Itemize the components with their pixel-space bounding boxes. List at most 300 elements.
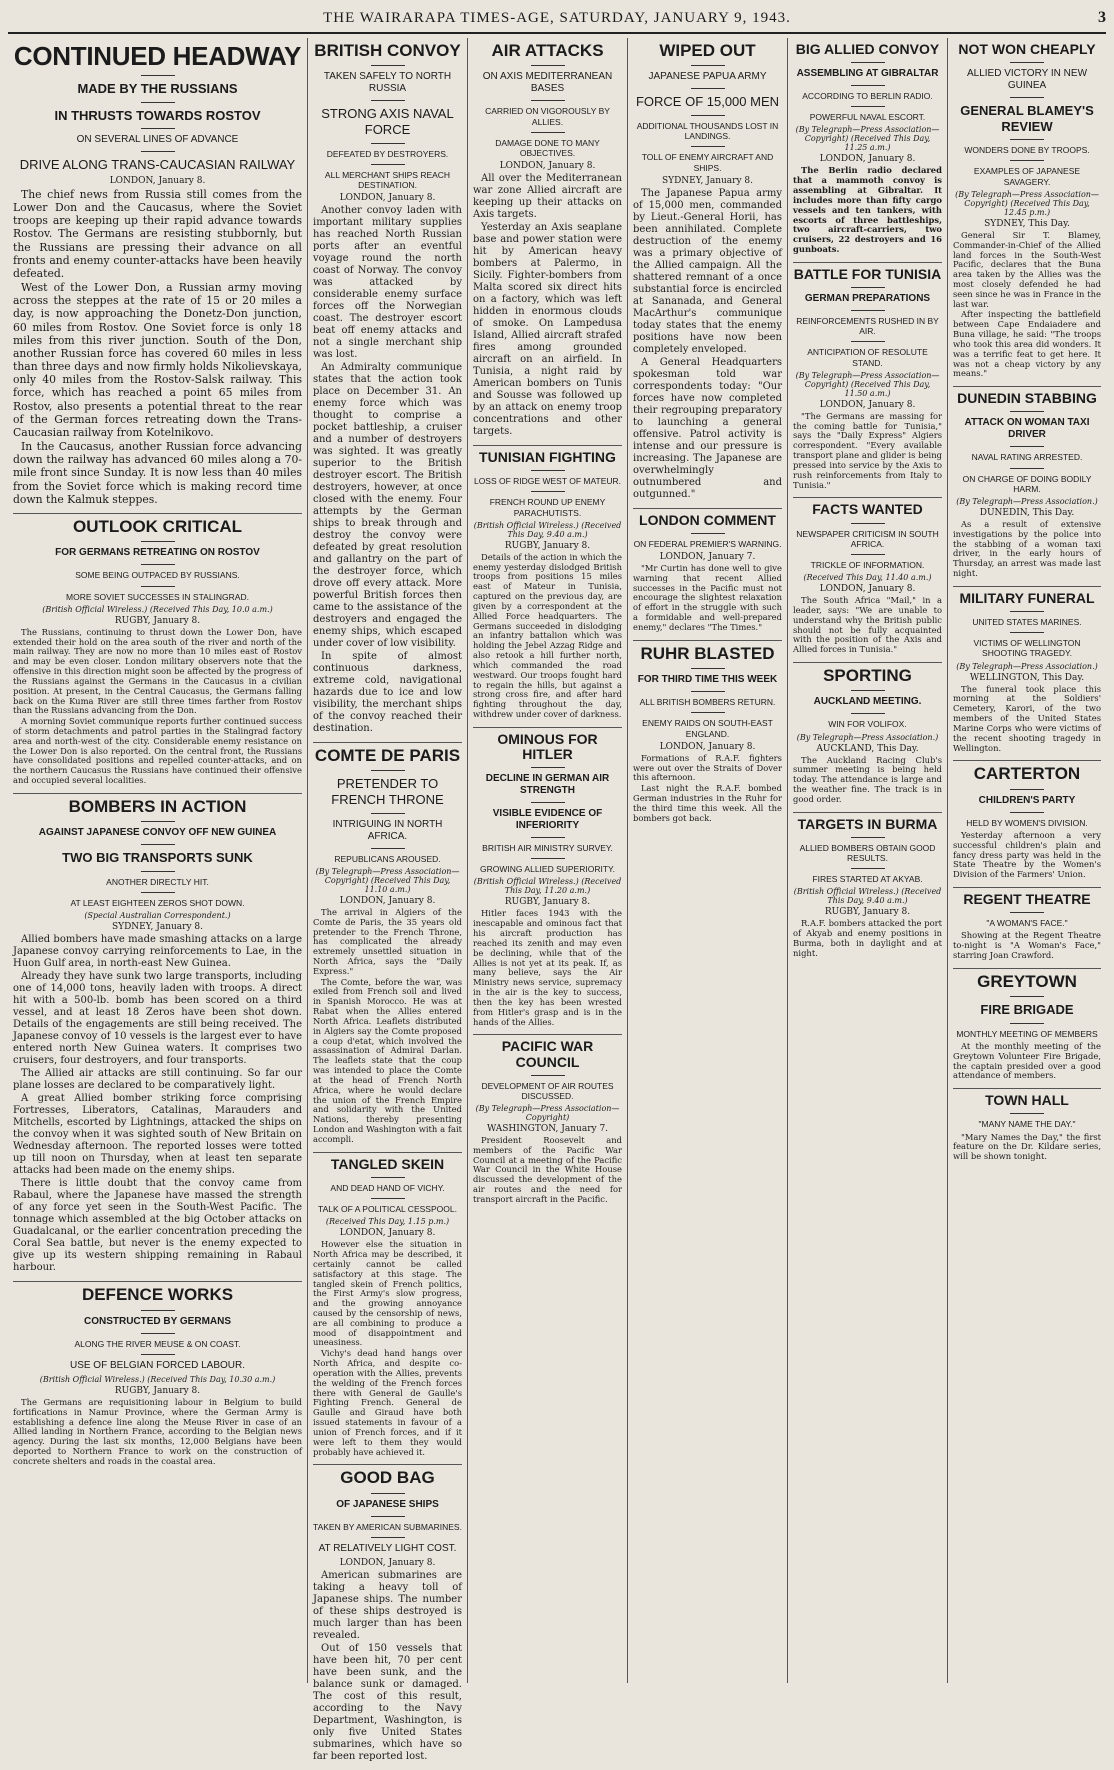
article-deck: TWO BIG TRANSPORTS SUNK (62, 850, 253, 866)
article (313, 38, 462, 743)
article-paragraph: Allied bombers have made smashing attacks on a large Japanese convoy carrying reinforcements to Lae, in the Huon Gulf area, in north-east New Guinea. (13, 934, 302, 970)
article-deck: FRENCH ROUND UP ENEMY PARACHUTISTS. (489, 497, 606, 518)
article-paragraph: There is little doubt that the convoy came from Rabaul, where the Japanese have massed the strength of any force yet seen in the South-West Pacific. The tonnage which assembled at the big October attacks on Guadalcanal, or the earlier concentration preceding the Coral Sea battle, but never is the enemy expected to give up its western shipping remaining in Rabaul harbour. (13, 1178, 302, 1274)
article-deck: TAKEN SAFELY TO NORTH RUSSIA (323, 71, 452, 95)
article-paragraph: Out of 150 vessels that have been hit, 70 per cent have been sunk, and the balance sunk or damaged. The cost of this result, according to the Navy Department, Washington, is only five United States submarines, which have so far been reported lost. (313, 1642, 462, 1762)
article-deck: "MANY NAME THE DAY." (978, 1119, 1076, 1130)
deck-rule (1010, 468, 1044, 469)
headline-rule (141, 821, 175, 822)
article-paragraph: Details of the action in which the enemy yesterday dislodged British troops from positions 15 miles east of Mateur in Tunisia, captured on the previous day, are given by a correspondent at the Allied Force headquarters. The Germans succeeded in dislodging an infantry battalion which was holding the Jebel Azzag Ridge and also retook a hill further north, which commanded the road westward. Our troops fought hard to regain the hills, but against a strong cross fire, and after hard fighting throughout the day, withdrew under cover of darkness. (473, 551, 622, 720)
deck-rule (851, 85, 885, 86)
headline-rule (851, 523, 885, 524)
article-dateline: (British Official Wireless.) (Received This Day, 10.0 a.m.) (42, 604, 273, 614)
article-paragraph: In spite of almost continuous darkness, extreme cold, navigational hazards due to ice and low visibility, the merchant ships of the convoy reached their destination. (313, 651, 462, 735)
article-body (633, 188, 782, 501)
headline-rule (691, 65, 725, 66)
article-paragraph: Hitler faces 1943 with the inescapable and ominous fact that his aircraft production has reached its zenith and may even be declining, while that of the Allies is not yet at its peak. If, as many believe, says the Air Ministry news service, supremacy in the air is the key to success, then the key has been wrested from Hitler's grasp and is in the hands of the Allies. (473, 908, 622, 1027)
article-dateline: (Received This Day, 1.15 p.m.) (325, 1217, 450, 1227)
article-headline: SPORTING (823, 666, 912, 686)
article (633, 509, 782, 641)
article-paragraph: The funeral took place this morning at the Soldiers' Cemetery, Karori, of the two members of the United States Marine Corps who were victims of the recent shooting tragedy in Wellington. (953, 683, 1101, 753)
article-deck: DEVELOPMENT OF AIR ROUTES DISCUSSED. (481, 1080, 614, 1101)
headline-rule (691, 668, 725, 669)
article-place-date: SYDNEY, January 8. (661, 175, 754, 186)
article-deck: AT LEAST EIGHTEEN ZEROS SHOT DOWN. (70, 898, 245, 909)
column-3 (468, 38, 628, 1683)
columns (8, 38, 1106, 1762)
article-paragraph: An Admiralty communique states that the action took place on December 31. An enemy force which was thought to comprise a pocket battleship, a cruiser and a number of destroyers was sighted. It was greatly superior to the British destroyer escort. The British destroyers, however, at once closed with the enemy. Four attempts by the German ships to break through and destroy the convoy were defeated by great resolution and gallantry on the part of the destroyer force, which drove off every attack. More powerful British forces then came to the assistance of the destroyers and engaged the enemy ships, which escaped under cover of low visibility. (313, 362, 462, 650)
article-dateline: (British Official Wireless.) (Received This Day, 11.20 a.m.) (473, 877, 622, 896)
article-deck: TOLL OF ENEMY AIRCRAFT AND SHIPS. (641, 152, 774, 173)
headline-rule (371, 1493, 405, 1494)
article-dateline: (By Telegraph—Press Association—Copyright) (475, 1103, 620, 1122)
article-place-date: SYDNEY, January 8. (111, 922, 204, 933)
article-dateline: (By Telegraph—Press Association.) (956, 496, 1098, 506)
deck-rule (531, 858, 565, 859)
article (473, 38, 622, 446)
article-headline: BOMBERS IN ACTION (68, 796, 247, 816)
article-deck: FOR GERMANS RETREATING ON ROSTOV (55, 547, 260, 559)
article (313, 1153, 462, 1466)
deck-rule (691, 115, 725, 116)
article (953, 387, 1101, 587)
deck-rule (141, 102, 175, 103)
article-deck: GENERAL BLAMEY'S REVIEW (960, 103, 1094, 134)
article-deck: JAPANESE PAPUA ARMY (648, 71, 767, 83)
article-body (313, 1240, 462, 1457)
article-deck: STRONG AXIS NAVAL FORCE (321, 106, 454, 137)
article-deck: ON AXIS MEDITERRANEAN BASES (482, 71, 613, 95)
deck-rule (851, 106, 885, 107)
article-headline: BIG ALLIED CONVOY (795, 41, 940, 57)
article-deck: ACCORDING TO BERLIN RADIO. (802, 91, 933, 102)
article-dateline: (By Telegraph—Press Association.) (796, 732, 939, 742)
headline-rule (141, 1310, 175, 1311)
deck-rule (141, 1333, 175, 1334)
headline-rule (531, 767, 565, 768)
article-paragraph: "The Germans are massing for the coming battle for Tunisia," says the "Daily Express" Algiers correspondent. "Every available transport plane and glider is being pressed into service by the Axis to rush reinforcements from Italy to Tunisia." (793, 410, 942, 490)
headline-rule (1010, 611, 1044, 612)
article-body (13, 628, 302, 786)
deck-rule (531, 802, 565, 803)
article-body (793, 596, 942, 655)
article-paragraph: As a result of extensive investigations by the police into the stabbing of a woman taxi driver, in the early hours of Thursday, an arrest was made last night. (953, 518, 1101, 579)
article-body (313, 205, 462, 735)
article-deck: LOSS OF RIDGE WEST OF MATEUR. (473, 476, 622, 487)
deck-rule (1010, 97, 1044, 98)
article-deck: CHILDREN'S PARTY (978, 794, 1076, 806)
article-body (953, 1133, 1101, 1162)
article-body (793, 919, 942, 958)
article-paragraph: Another convoy laden with important military supplies has reached North Russian ports after an eventful voyage round the north coast of Norway. The convoy was attacked by considerable enemy surface forces off the Norwegian coast. The destroyer escort beat off enemy attacks and not a single merchant ship was lost. (313, 205, 462, 361)
article-body (473, 909, 622, 1027)
article-place-date: LONDON, January 8. (339, 193, 436, 204)
article-paragraph: West of the Lower Don, a Russian army moving across the steppes at the rate of 15 or 20 miles a day, is now approaching the Donetz-Don junction, 60 miles from Rostov. One Soviet force is only 18 miles from this river junction. South of the Don, another Russian force has covered 60 miles in less than three days and now firmly holds Nikolievskaya, only 40 miles from the Rostov-Salsk railway. This force, which has reached a point 65 miles from Rostov, also presents a potential threat to the rear of the German forces retreating down the Trans-Caucasian railway from Kotelnikovo. (13, 281, 302, 439)
headline-rule (691, 533, 725, 534)
article-dateline: (British Official Wireless.) (Received This Day, 9.40 a.m.) (473, 520, 622, 539)
article-headline: CARTERTON (973, 764, 1081, 784)
article-paragraph: Showing at the Regent Theatre to-night is "A Woman's Face," starring Joan Crawford. (953, 930, 1101, 961)
article-paragraph: The South Africa "Mail," in a leader, says: "We are unable to understand why the British public should not be fully acquainted with the position of the Axis and Allied forces in Tunisia." (793, 595, 942, 655)
article-dateline: (British Official Wireless.) (Received This Day, 9.40 a.m.) (793, 887, 942, 906)
article (473, 446, 622, 728)
article-headline: PACIFIC WAR COUNCIL (501, 1038, 594, 1070)
article-deck: WIN FOR VOLIFOX. (828, 719, 907, 730)
article-paragraph: General Sir T. Blamey, Commander-in-Chief of the Allied land forces in the South-West Pacific, declares that the Buna area taken by the Allies was the most closely defended he had seen since he was in France in the last war. (953, 229, 1101, 309)
article-headline: DEFENCE WORKS (81, 1285, 234, 1305)
headline-rule (141, 75, 175, 76)
article-paragraph: The Russians, continuing to thrust down the Lower Don, have extended their hold on the area south of the river and north of the main railway. They are now no more than 10 miles east of Rostov and may be even closer. London military observers note that the offensive in this direction might soon be affected by the progress of the Russians against the Germans in the Caucasus in a civilian position. At present, in the Central Caucasus, the Germans falling back on the Kuma River are still three times farther from Rostov than the Russians advancing from the Don. (13, 626, 302, 716)
article-paragraph: Yesterday afternoon a very successful children's plain and fancy dress party was held in the State Theatre by the Women's Division of the Farmers' Union. (953, 829, 1101, 880)
headline-rule (531, 470, 565, 471)
deck-rule (1010, 139, 1044, 140)
article (953, 888, 1101, 969)
article-deck: ALL BRITISH BOMBERS RETURN. (639, 697, 776, 708)
article-headline: OMINOUS FOR HITLER (497, 730, 598, 762)
headline-rule (1010, 1113, 1044, 1114)
article-deck: REPUBLICANS AROUSED. (334, 853, 441, 864)
article-place-date: RUGBY, January 8. (114, 615, 201, 626)
article-deck: NAVAL RATING ARRESTED. (971, 452, 1083, 463)
article-place-date: LONDON, January 8. (339, 1557, 436, 1568)
article (953, 587, 1101, 761)
deck-rule (371, 1537, 405, 1538)
article (633, 641, 782, 831)
headline-rule (1010, 789, 1044, 790)
article-headline: BRITISH CONVOY (314, 41, 461, 60)
article-place-date: RUGBY, January 8. (114, 1385, 201, 1396)
article-headline: WIPED OUT (659, 41, 756, 60)
headline-rule (851, 287, 885, 288)
article-deck: AT RELATIVELY LIGHT COST. (318, 1542, 457, 1554)
article-paragraph: "Mr Curtin has done well to give warning that recent Allied successes in the Pacific must not encourage the slightest relaxation of effort in the struggle with such a formidable and well-prepared enemy," declares "The Times." (633, 563, 782, 632)
article-place-date: LONDON, January 8. (499, 161, 596, 172)
article-headline: NOT WON CHEAPLY (958, 41, 1096, 57)
article-deck: NEWSPAPER CRITICISM IN SOUTH AFRICA. (796, 528, 939, 549)
article-deck: POWERFUL NAVAL ESCORT. (809, 112, 926, 123)
article-deck: ON SEVERAL LINES OF ADVANCE (76, 134, 239, 146)
article-paragraph: The Allied air attacks are still continuing. So far our plane losses are declared to be comparatively light. (13, 1068, 302, 1092)
article-body (633, 754, 782, 824)
article-dateline: (By Telegraph—Press Association—Copyright) (Received This Day, 11.50 a.m.) (795, 370, 940, 398)
article-place-date: RUGBY, January 8. (824, 907, 911, 918)
article-body (953, 831, 1101, 880)
article (13, 514, 302, 794)
deck-rule (141, 1354, 175, 1355)
article-place-date: LONDON, January 7. (659, 552, 756, 562)
article-deck: MADE BY THE RUSSIANS (77, 81, 238, 97)
article-deck: WONDERS DONE BY TROOPS. (964, 145, 1090, 156)
article-headline: GOOD BAG (340, 1468, 435, 1488)
article-deck: ON CHARGE OF DOING BODILY HARM. (962, 473, 1092, 494)
masthead (8, 4, 1106, 34)
deck-rule (1010, 446, 1044, 447)
article-body (953, 1042, 1101, 1081)
article (793, 813, 942, 966)
column-1 (8, 38, 308, 1683)
article-deck: EXAMPLES OF JAPANESE SAVAGERY. (973, 166, 1081, 187)
headline-rule (371, 65, 405, 66)
article-headline: TUNISIAN FIGHTING (479, 449, 616, 466)
article-deck: INTRIGUING IN NORTH AFRICA. (332, 818, 443, 842)
article-deck: GERMAN PREPARATIONS (804, 293, 931, 305)
article-place-date: RUGBY, January 8. (504, 540, 591, 551)
article-deck: AUCKLAND MEETING. (813, 696, 922, 708)
article-deck: IN THRUSTS TOWARDS ROSTOV (54, 107, 261, 123)
article-body (793, 166, 942, 254)
article-body (13, 934, 302, 1274)
deck-rule (691, 712, 725, 713)
deck-rule (1010, 632, 1044, 633)
article-paragraph: Yesterday an Axis seaplane base and power station were hit by American heavy bombers at Palermo, in Sicily. Fighter-bombers from Malta scored six direct hits on a factory, which was left hidden in enormous clouds of smoke. On Lampedusa Island, Allied aircraft strafed fires among grounded aircraft on an airfield. In Tunisia, a night raid by American bombers on Tunis and Sousse was followed up by an attack on enemy troop concentrations and other targets. (473, 222, 622, 438)
article-body (633, 564, 782, 633)
article-deck: ALL MERCHANT SHIPS REACH DESTINATION. (324, 169, 451, 190)
article-deck: BRITISH AIR MINISTRY SURVEY. (482, 843, 613, 854)
deck-rule (1010, 812, 1044, 813)
article-deck: ANTICIPATION OF RESOLUTE STAND. (807, 347, 928, 368)
article-paragraph: The Auckland Racing Club's summer meeting is being held today. The attendance is large and the weather fine. The track is in good order. (793, 754, 942, 804)
article-headline: MILITARY FUNERAL (959, 589, 1095, 606)
article (953, 38, 1101, 387)
article (313, 743, 462, 1153)
article-paragraph: Vichy's dead hand hangs over North Africa, and despite co-operation with the Allies, prevents the welding of the French forces there with General de Gaulle's Fighting French. General de Gaulle and Giraud have both issued statements in favour of a union of French forces, and if it were left to them they would probably have achieved it. (313, 1348, 462, 1457)
article-body (473, 553, 622, 720)
article-paragraph: Last night the R.A.F. bombed German industries in the Ruhr for the third time this week. All the bombers got back. (633, 783, 782, 823)
article-paragraph: Formations of R.A.F. fighters were out over the Straits of Dover this afternoon. (633, 752, 782, 783)
article-body (953, 231, 1101, 379)
article-dateline: (Special Australian Correspondent.) (84, 911, 231, 921)
article-place-date: LONDON, January 8. (109, 175, 206, 186)
deck-rule (371, 164, 405, 165)
column-5 (788, 38, 948, 1683)
article-deck: CONSTRUCTED BY GERMANS (83, 1315, 232, 1327)
deck-rule (691, 691, 725, 692)
article-deck: TAKEN BY AMERICAN SUBMARINES. (313, 1521, 462, 1532)
article-paragraph: "Mary Names the Day," the first feature on the Dr. Kildare series, will be shown tonight. (953, 1131, 1101, 1162)
article-deck: DECLINE IN GERMAN AIR STRENGTH (485, 773, 610, 797)
article-headline: CONTINUED HEADWAY (13, 41, 302, 71)
article-dateline: (By Telegraph—Press Association.) (956, 661, 1098, 671)
article-place-date: SYDNEY, This Day. (984, 218, 1070, 229)
article (953, 761, 1101, 888)
deck-rule (371, 848, 405, 849)
article-deck: ALLIED BOMBERS OBTAIN GOOD RESULTS. (799, 842, 936, 864)
article-deck: OF JAPANESE SHIPS (336, 1498, 439, 1510)
article (953, 1089, 1101, 1169)
deck-rule (141, 151, 175, 152)
article-deck: FIRE BRIGADE (980, 1002, 1074, 1018)
article-body (13, 1398, 302, 1467)
article-dateline: (British Official Wireless.) (Received This Day, 10.30 a.m.) (39, 1374, 276, 1384)
article (793, 38, 942, 263)
article-deck: ENEMY RAIDS ON SOUTH-EAST ENGLAND. (642, 718, 773, 739)
article-deck: TALK OF A POLITICAL CESSPOOL. (318, 1204, 457, 1215)
article-paragraph: The Berlin radio declared that a mammoth convoy is assembling at Gibraltar. It includes more than fifty cargo vessels and ten tankers, with escorts of three battleships, two aircraft-carriers, two cruisers, 22 destroyers and 16 gunboats. (793, 165, 942, 255)
article-place-date: LONDON, January 8. (339, 1228, 436, 1239)
article-deck: PRETENDER TO FRENCH THRONE (331, 776, 444, 808)
article-place-date: RUGBY, January 8. (504, 897, 591, 908)
deck-rule (851, 713, 885, 714)
headline-rule (531, 1075, 565, 1076)
article-deck: VICTIMS OF WELLINGTON SHOOTING TRAGEDY. (973, 638, 1081, 659)
deck-rule (851, 310, 885, 311)
deck-rule (691, 146, 725, 147)
article-deck: ATTACK ON WOMAN TAXI DRIVER (964, 417, 1090, 441)
article-paragraph: President Roosevelt and members of the Pacific War Council at a meeting of the Pacific War Council in the White House discussed the development of the air routes and the need for transport aircraft in the Pacific. (473, 1134, 622, 1204)
article-deck: ALONG THE RIVER MEUSE & ON COAST. (74, 1338, 241, 1349)
article-paragraph: A General Headquarters spokesman told war correspondents today: "Our forces have now completed their regrouping preparatory to launching a general offensive. Patrol activity is intense and our pressure is increasing. The Japanese are overwhelmingly outnumbered and outgunned." (633, 356, 782, 500)
deck-rule (141, 892, 175, 893)
deck-rule (531, 837, 565, 838)
article-place-date: DUNEDIN, This Day. (979, 507, 1075, 518)
article-deck: FIRES STARTED AT AKYAB. (812, 874, 923, 885)
article-body (473, 1136, 622, 1205)
deck-rule (141, 586, 175, 587)
headline-rule (141, 541, 175, 542)
article-paragraph: A great Allied bomber striking force comprising Fortresses, Liberators, Catalinas, Marauders and Mitchells, escorted by Lightnings, attacked the ships on the convoy when it was sighted south of New Britain on Wednesday afternoon. The reported losses were totted up till noon on Thursday, when at least ten separate attacks had been made on the enemy ships. (13, 1093, 302, 1177)
article-deck: REINFORCEMENTS RUSHED IN BY AIR. (796, 316, 939, 337)
article-deck: MORE SOVIET SUCCESSES IN STALINGRAD. (66, 591, 249, 602)
article-dateline: (By Telegraph—Press Association—Copyright) (Received This Day, 12.45 p.m.) (955, 189, 1099, 217)
article-headline: REGENT THEATRE (963, 891, 1091, 908)
article-place-date: WASHINGTON, January 7. (486, 1123, 609, 1134)
article-deck: UNITED STATES MARINES. (972, 617, 1082, 628)
article-paragraph: At the monthly meeting of the Greytown Volunteer Fire Brigade, the captain presided over a good attendance of members. (953, 1041, 1101, 1081)
article-paragraph: The Japanese Papua army of 15,000 men, commanded by Lieut.-General Horii, has been annihilated. Complete destruction of the enemy was a primary objective of the Allied campaign. All the shattered remnant of a once substantial force is encircled at Sananada, and General MacArthur's communique today states that the enemy positions have now been completely enveloped. (633, 187, 782, 355)
article-paragraph: All over the Mediterranean war zone Allied aircraft are keeping up their attacks on Axis targets. (473, 173, 622, 221)
article-paragraph: The chief news from Russia still comes from the Lower Don and the Caucasus, where the Soviet troops are keeping up their rapid advance towards Rostov. The Germans are resisting stubbornly, but the Russians are pressing their advance on all fronts and enemy counter-attacks have been heavily defeated. (13, 187, 302, 280)
deck-rule (141, 128, 175, 129)
article-headline: TANGLED SKEIN (330, 1155, 445, 1172)
headline-rule (371, 1177, 405, 1178)
article (13, 38, 302, 514)
article-dateline: (By Telegraph—Press Association—Copyright) (Received This Day, 11.10 a.m.) (315, 866, 460, 894)
article-body (953, 685, 1101, 754)
article-paragraph: The Germans are requisitioning labour in Belgium to build fortifications in Namur Province, where the German Army is establishing a defence line along the Meuse River in case of an Allied landing in Northern France, according to the Belgian news agency. During the last six months, 12,000 Belgians have been deported to Northern France to work on the construction of concrete shelters and roads in the coastal area. (13, 1396, 302, 1466)
deck-rule (371, 143, 405, 144)
article-headline: FACTS WANTED (812, 501, 923, 518)
deck-rule (371, 100, 405, 101)
article-headline: GREYTOWN (977, 971, 1077, 991)
article-headline: BATTLE FOR TUNISIA (793, 265, 942, 282)
headline-rule (531, 65, 565, 66)
article-deck: VISIBLE EVIDENCE OF INFERIORITY (492, 808, 603, 832)
article-deck: USE OF BELGIAN FORCED LABOUR. (69, 1359, 246, 1371)
article-deck: CARRIED ON VIGOROUSLY BY ALLIES. (485, 106, 610, 127)
headline-rule (371, 770, 405, 771)
article-headline: OUTLOOK CRITICAL (72, 516, 243, 536)
article-deck: FORCE OF 15,000 MEN (635, 94, 780, 110)
deck-rule (1010, 160, 1044, 161)
headline-rule (851, 837, 885, 838)
article (313, 1465, 462, 1770)
headline-rule (1010, 411, 1044, 412)
article-paragraph: Already they have sunk two large transports, including one of 14,000 tons, heavily laden with troops. A direct hit with a 500-lb. bomb has been scored on a third vessel, and at least 18 Zeros have been shot down. Details of the engagements are still being received. The Japanese convoy of 10 vessels is the largest ever to have entered north New Guinea waters. It comprises two cruisers, four destroyers, and four transports. (13, 971, 302, 1067)
article-paragraph: However else the situation in North Africa may be described, it certainly cannot be called satisfactory at this stage. The tangled skein of French politics, the First Army's slow progress, and the growing annoyance caused by the censorship of news, are all combining to produce a mood of disappointment and uneasiness. (313, 1239, 462, 1348)
article-dateline: (By Telegraph—Press Association—Copyright) (Received This Day, 11.25 a.m.) (795, 125, 940, 153)
article-headline: TOWN HALL (985, 1092, 1069, 1109)
article-paragraph: The Comte, before the war, was exiled from French soil and lived in Spanish Morocco. He was at Rabat when the Allies entered North Africa. Leaflets distributed in Algiers say the Comte proposed a coup d'etat, which involved the assassination of Admiral Darlan. The leaflets state that the coup was intended to place the Comte at the head of French North Africa, where he would declare the union of the French Empire and solidarity with the United Nations, thereby presenting London and Washington with a fait accompli. (313, 976, 462, 1144)
article (633, 38, 782, 509)
deck-rule (141, 564, 175, 565)
article-headline: AIR ATTACKS (491, 41, 604, 60)
article-deck: DRIVE ALONG TRANS-CAUCASIAN RAILWAY (19, 157, 296, 173)
article (473, 728, 622, 1036)
article-deck: DAMAGE DONE TO MANY OBJECTIVES. (495, 137, 600, 158)
article-deck: AGAINST JAPANESE CONVOY OFF NEW GUINEA (38, 827, 277, 839)
column-4 (628, 38, 788, 1683)
article-headline: COMTE DE PARIS (314, 746, 461, 766)
deck-rule (851, 868, 885, 869)
deck-rule (851, 554, 885, 555)
column-6 (948, 38, 1106, 1683)
headline-rule (1010, 62, 1044, 63)
article (953, 969, 1101, 1089)
article-deck: SOME BEING OUTPACED BY RUSSIANS. (75, 570, 240, 581)
headline-rule (1010, 912, 1044, 913)
article-place-date: LONDON, January 8. (819, 584, 916, 595)
column-2 (308, 38, 468, 1762)
article-body (13, 188, 302, 506)
article-deck: MONTHLY MEETING OF MEMBERS (956, 1028, 1098, 1039)
article-deck: ANOTHER DIRECTLY HIT. (106, 876, 209, 887)
deck-rule (851, 341, 885, 342)
article-body (953, 931, 1101, 960)
article (473, 1035, 622, 1211)
article-deck: FOR THIRD TIME THIS WEEK (637, 674, 778, 686)
headline-rule (851, 690, 885, 691)
article-deck: "A WOMAN'S FACE." (986, 918, 1068, 929)
deck-rule (1010, 1023, 1044, 1024)
article-paragraph: A morning Soviet communique reports further continued success of storm detachments and patrol parties in the Stalingrad factory area and north-west of the city. Considerable enemy resistance on the Lower Don is also reported. On the central front, the Russians have consolidated positions and repelled counter-attacks, and on the northern Caucasus the Russians have continued their offensive and occupied several localities. (13, 716, 302, 786)
article-deck: ADDITIONAL THOUSANDS LOST IN LANDINGS. (636, 120, 779, 142)
deck-rule (371, 813, 405, 814)
article-deck: HELD BY WOMEN'S DIVISION. (966, 817, 1088, 828)
deck-rule (371, 1198, 405, 1199)
article-paragraph: American submarines are taking a heavy toll of Japanese ships. The number of these ships destroyed is much larger than has been revealed. (313, 1569, 462, 1641)
article-deck: ON FEDERAL PREMIER'S WARNING. (633, 538, 782, 549)
article-deck: ASSEMBLING AT GIBRALTAR (796, 68, 939, 80)
article-headline: LONDON COMMENT (639, 511, 776, 528)
deck-rule (371, 1516, 405, 1517)
article-body (473, 173, 622, 438)
article-deck: GROWING ALLIED SUPERIORITY. (480, 864, 615, 875)
masthead-title: THE WAIRARAPA TIMES-AGE, SATURDAY, JANUARY 9, 1943. (323, 9, 791, 26)
article-headline: DUNEDIN STABBING (957, 390, 1097, 407)
article-deck: DEFEATED BY DESTROYERS. (326, 148, 449, 159)
article-body (313, 1570, 462, 1763)
article-place-date: LONDON, January 8. (819, 399, 916, 410)
headline-rule (1010, 996, 1044, 997)
article-body (313, 908, 462, 1145)
headline-rule (851, 62, 885, 63)
article-place-date: LONDON, January 8. (819, 154, 916, 165)
article (793, 263, 942, 498)
article (13, 1282, 302, 1473)
deck-rule (691, 88, 725, 89)
deck-rule (531, 132, 565, 133)
article-body (793, 412, 942, 491)
article-paragraph: After inspecting the battlefield between Cape Endaiadere and Buna village, he said: "The troops who took this area did wonders. It was a terrific feat to get here. It was not a cheap victory by any means." (953, 309, 1101, 379)
article-body (793, 756, 942, 805)
article-headline: TARGETS IN BURMA (797, 815, 938, 832)
article-place-date: LONDON, January 8. (659, 741, 756, 752)
article (793, 498, 942, 663)
deck-rule (531, 100, 565, 101)
article-paragraph: The arrival in Algiers of the Comte de Paris, the 35 years old pretender to the French Throne, has complicated the already extremely unsettled situation in North Africa, says the "Daily Express." (313, 906, 462, 976)
article-dateline: (Received This Day, 11.40 a.m.) (803, 573, 932, 583)
article-deck: AND DEAD HAND OF VICHY. (330, 1182, 445, 1193)
